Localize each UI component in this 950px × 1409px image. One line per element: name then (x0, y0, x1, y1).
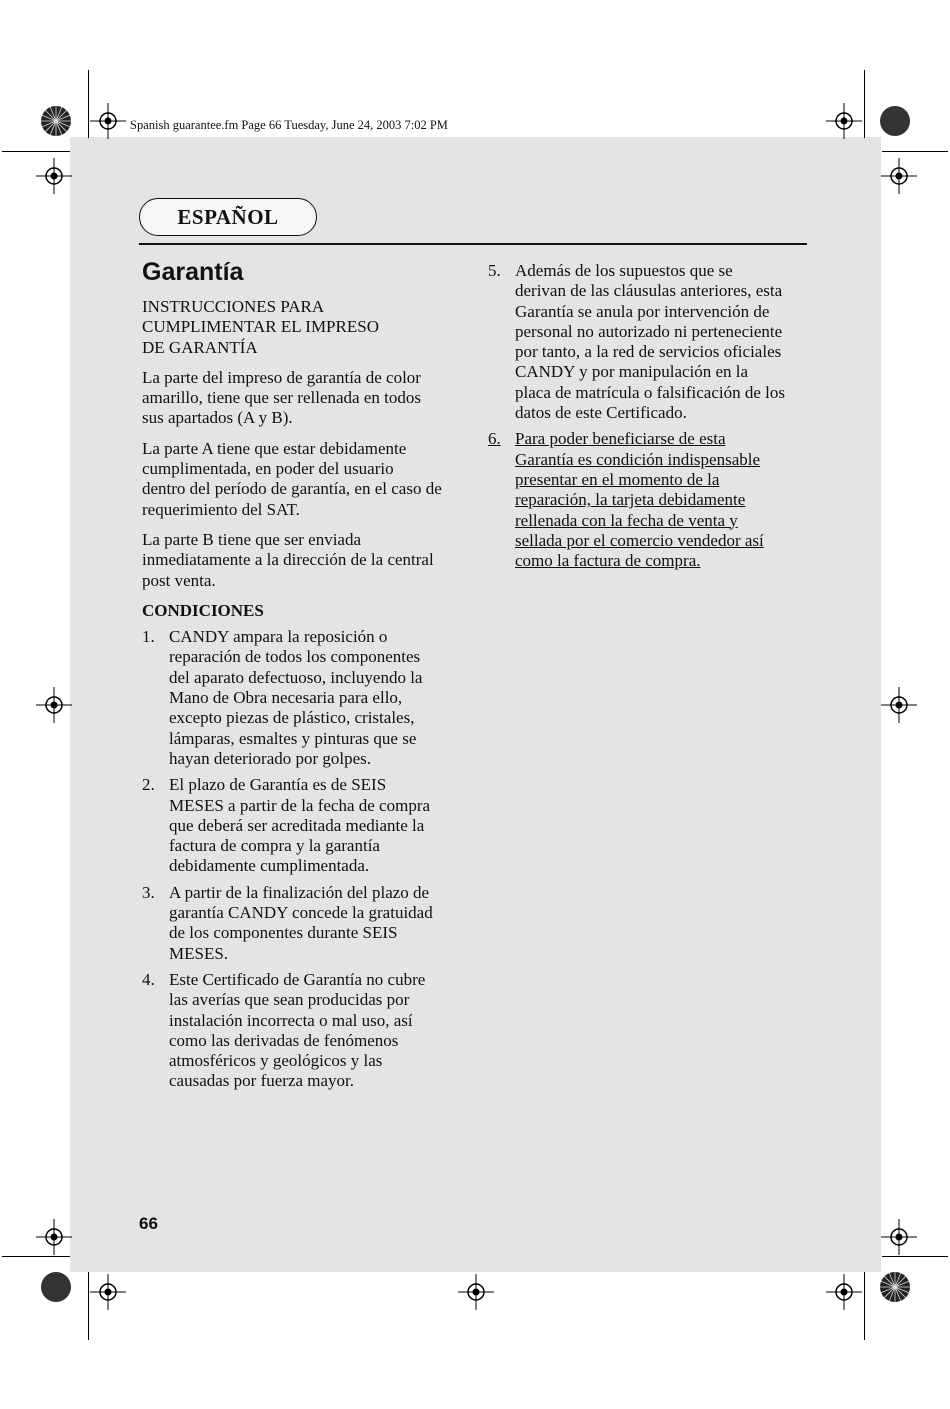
condition-text: A partir de la finalización del plazo de garantía CANDY concede la gratuidad de los componentes durante SEIS MESES. (169, 882, 433, 963)
conditions-heading: CONDICIONES (142, 600, 264, 620)
condition-number: 6. (488, 429, 501, 449)
intro-paragraph: La parte B tiene que ser enviada inmediatamente a la dirección de la central post venta. (142, 529, 434, 590)
condition-item (488, 429, 810, 571)
registration-mark-icon (90, 1274, 126, 1310)
registration-mark-icon (36, 158, 72, 194)
crop-mark (2, 1256, 70, 1257)
crop-mark (88, 70, 89, 138)
crop-mark (88, 1272, 89, 1340)
condition-text: CANDY ampara la reposición o reparación de todos los componentes del aparato defectuoso, incluyendo la Mano de Obra necesaria para ello, excepto piezas de plástico, cristales, lámparas, esmaltes y pinturas que se hayan deteriorado por golpes. (169, 627, 423, 768)
registration-mark-icon (90, 103, 126, 139)
crop-mark (882, 1256, 948, 1257)
condition-item (488, 261, 810, 423)
condition-number: 5. (488, 261, 501, 280)
registration-mark-icon (458, 1274, 494, 1310)
crop-mark (864, 1272, 865, 1340)
condition-item (142, 883, 464, 964)
condition-item (142, 970, 464, 1092)
language-tab: ESPAÑOL (139, 198, 317, 236)
condition-item (142, 775, 464, 876)
condition-text: Además de los supuestos que se derivan de las cláusulas anteriores, esta Garantía se anula por intervención de personal no autorizado ni perteneciente por tanto, a la red de servicios oficiales CANDY y por manipulación en la placa de matrícula o falsificación de los datos de este Certificado. (515, 261, 785, 423)
registration-mark-icon (36, 687, 72, 723)
left-column (142, 297, 464, 1098)
registration-mark-icon (36, 1219, 72, 1255)
registration-mark-icon (881, 158, 917, 194)
crop-mark (2, 151, 70, 152)
condition-text: Para poder beneficiarse de esta Garantía es condición indispensable presentar en el momento de la reparación, la tarjeta debidamente rellenada con la fecha de venta y sellada por el comercio vendedor así como la factura de compra. (515, 429, 764, 571)
registration-mark-icon (826, 1274, 862, 1310)
condition-number: 2. (142, 775, 155, 795)
registration-mark-icon (881, 1219, 917, 1255)
intro-paragraph: La parte del impreso de garantía de color amarillo, tiene que ser rellenada en todos sus apartados (A y B). (142, 367, 421, 428)
page-title: Garantía (142, 258, 244, 286)
right-column (488, 261, 810, 577)
condition-number: 4. (142, 969, 155, 989)
print-header: Spanish guarantee.fm Page 66 Tuesday, June 24, 2003 7:02 PM (130, 118, 448, 132)
starburst-mark-icon (40, 105, 72, 137)
header-rule (139, 243, 807, 245)
instructions-heading: INSTRUCCIONES PARA CUMPLIMENTAR EL IMPRESO DE GARANTÍA (142, 297, 379, 357)
crop-mark (864, 70, 865, 138)
registration-mark-icon (826, 103, 862, 139)
condition-text: El plazo de Garantía es de SEIS MESES a partir de la fecha de compra que deberá ser acreditada mediante la factura de compra y la garantía debidamente cumplimentada. (169, 775, 431, 876)
solid-dot-mark-icon (879, 105, 911, 137)
condition-number: 3. (142, 882, 155, 902)
registration-mark-icon (881, 687, 917, 723)
condition-text: Este Certificado de Garantía no cubre las averías que sean producidas por instalación incorrecta o mal uso, así como las derivadas de fenómenos atmosféricos y geológicos y las causadas por fuerza mayor. (169, 969, 426, 1091)
condition-number: 1. (142, 627, 155, 647)
solid-dot-mark-icon (40, 1271, 72, 1303)
page-number: 66 (139, 1214, 158, 1233)
starburst-mark-icon (879, 1271, 911, 1303)
intro-paragraph: La parte A tiene que estar debidamente cumplimentada, en poder del usuario dentro del período de garantía, en el caso de requerimiento del SAT. (142, 438, 442, 519)
condition-item (142, 627, 464, 769)
crop-mark (882, 151, 948, 152)
